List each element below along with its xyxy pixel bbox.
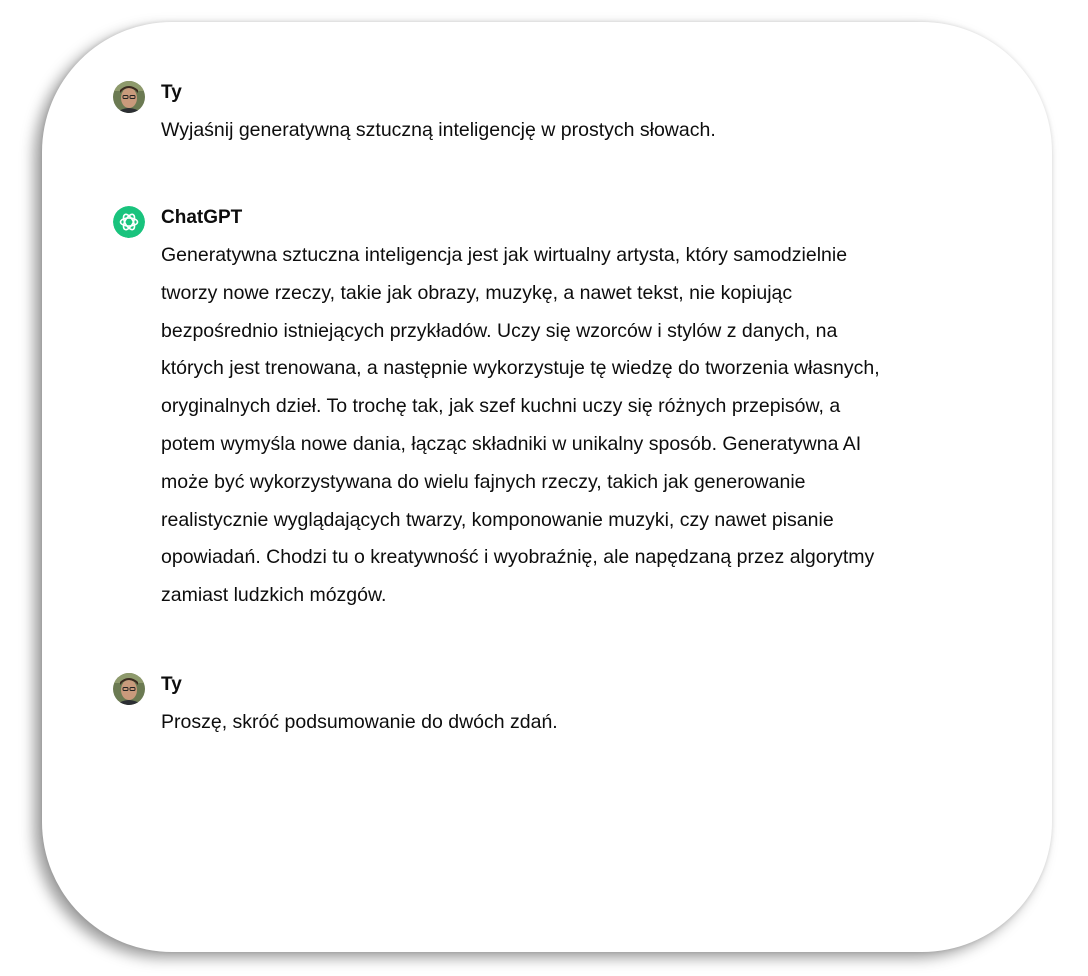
message-line: zamiast ludzkich mózgów. [161, 584, 387, 607]
message-line: może być wykorzystywana do wielu fajnych rzeczy, takich jak generowanie [161, 470, 806, 493]
message-text [161, 112, 991, 150]
message-line: tworzy nowe rzeczy, takie jak obrazy, muzykę, a nawet tekst, nie kopiując [161, 281, 793, 304]
message-line: oryginalnych dzieł. To trochę tak, jak szef kuchni uczy się różnych przepisów, a [161, 395, 841, 418]
message-text [161, 237, 991, 615]
message-line: opowiadań. Chodzi tu o kreatywność i wyobraźnię, ale napędzaną przez algorytmy [161, 546, 875, 569]
message-author: Ty [161, 674, 182, 695]
message-text [161, 704, 991, 742]
user-avatar-icon [113, 673, 145, 705]
message-line: których jest trenowana, a następnie wykorzystuje tę wiedzę do tworzenia własnych, [161, 357, 880, 380]
message-author: ChatGPT [161, 207, 243, 228]
message-author: Ty [161, 82, 182, 103]
openai-logo-icon [113, 206, 145, 238]
user-avatar-icon [113, 81, 145, 113]
message-line: realistycznie wyglądających twarzy, komponowanie muzyki, czy nawet pisanie [161, 508, 834, 531]
message-line: bezpośrednio istniejących przykładów. Uczy się wzorców i stylów z danych, na [161, 319, 838, 342]
message-line: Generatywna sztuczna inteligencja jest jak wirtualny artysta, który samodzielnie [161, 244, 848, 266]
message-line: Proszę, skróć podsumowanie do dwóch zdań. [161, 711, 558, 733]
message-line: potem wymyśla nowe dania, łącząc składniki w unikalny sposób. Generatywna AI [161, 432, 862, 455]
message-line: Wyjaśnij generatywną sztuczną inteligencję w prostych słowach. [161, 119, 716, 141]
